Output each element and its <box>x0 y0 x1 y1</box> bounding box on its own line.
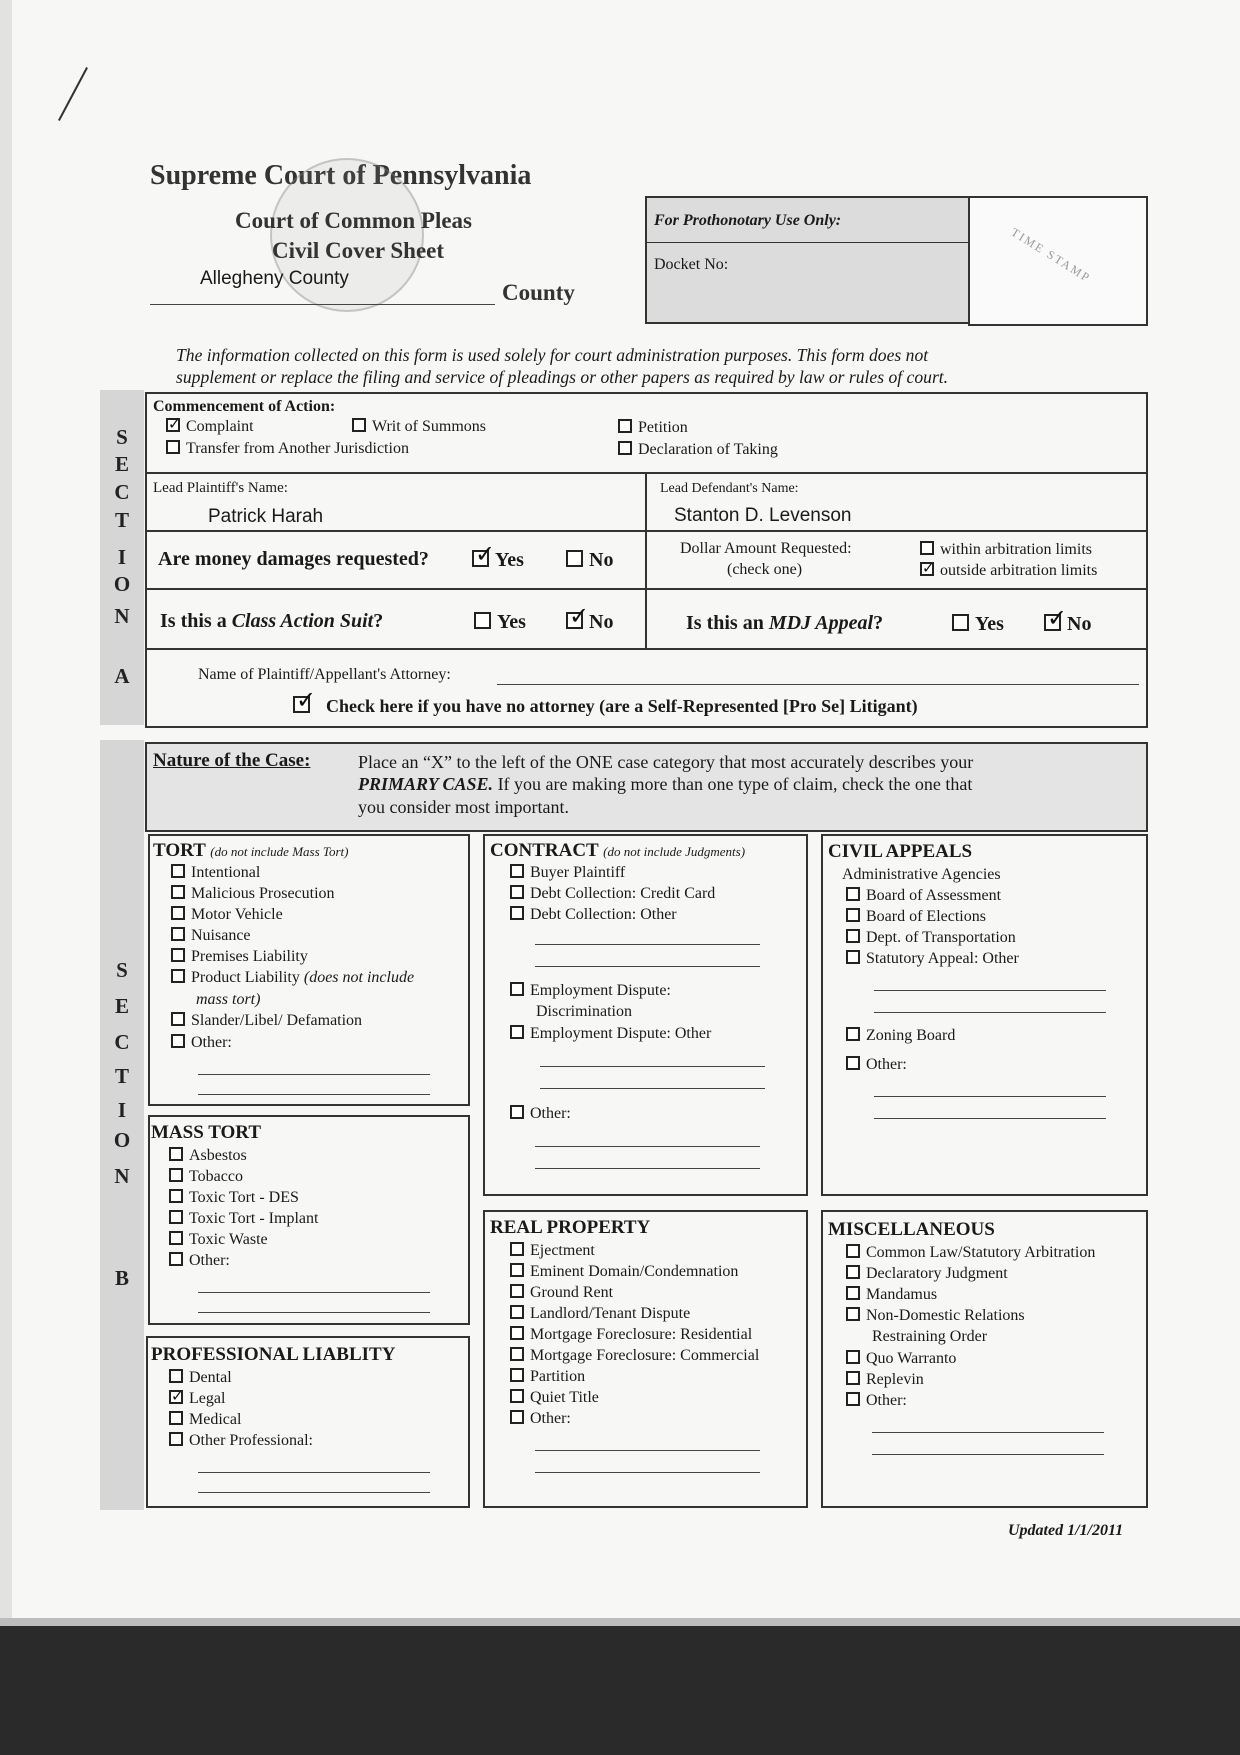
checkbox-icon[interactable] <box>566 612 583 629</box>
tort-intentional-option[interactable]: Intentional <box>171 864 260 882</box>
contract-employment-other-option[interactable]: Employment Dispute: Other <box>510 1025 711 1043</box>
checkbox-icon[interactable] <box>846 1307 860 1321</box>
within-arbitration-option[interactable]: within arbitration limits <box>920 541 1092 559</box>
mdj-no-option[interactable]: ✓ No <box>1044 613 1091 636</box>
civil-appeals-other-line[interactable] <box>874 1012 1106 1013</box>
checkbox-icon[interactable] <box>169 1252 183 1266</box>
civil-appeals-other-option[interactable]: Other: <box>846 1056 907 1074</box>
section-a-letter: C <box>114 480 130 504</box>
checkbox-icon[interactable] <box>846 1371 860 1385</box>
mass-tort-toxic-des-option[interactable]: Toxic Tort - DES <box>169 1189 299 1207</box>
contract-buyer-plaintiff-option[interactable]: Buyer Plaintiff <box>510 864 625 882</box>
civil-appeals-elections-option[interactable]: Board of Elections <box>846 908 986 926</box>
checkbox-icon[interactable] <box>952 614 969 631</box>
subtitle-common-pleas: Court of Common Pleas <box>235 208 472 233</box>
checkbox-icon[interactable] <box>169 1147 183 1161</box>
defendant-name-field[interactable]: Stanton D. Levenson <box>674 505 852 526</box>
misc-arbitration-option[interactable]: Common Law/Statutory Arbitration <box>846 1244 1095 1262</box>
contract-employment-discrimination-option[interactable]: Employment Dispute: <box>510 982 671 1000</box>
pen-mark <box>58 67 88 121</box>
tort-motor-vehicle-option[interactable]: Motor Vehicle <box>171 906 283 924</box>
plaintiff-label: Lead Plaintiff's Name: <box>153 480 288 496</box>
civil-appeals-other-line[interactable] <box>874 990 1106 991</box>
section-b-letter: I <box>117 1098 127 1122</box>
page-left-edge <box>0 0 12 1620</box>
checkbox-icon[interactable] <box>510 982 524 996</box>
real-property-eminent-domain-option[interactable]: Eminent Domain/Condemnation <box>510 1263 738 1281</box>
civil-appeals-subtitle: Administrative Agencies <box>842 866 1001 883</box>
real-property-ground-rent-option[interactable]: Ground Rent <box>510 1284 613 1302</box>
checkbox-icon[interactable] <box>171 927 185 941</box>
checkbox-icon[interactable] <box>618 441 632 455</box>
section-a-letter: I <box>117 545 127 569</box>
real-property-landlord-option[interactable]: Landlord/Tenant Dispute <box>510 1305 690 1323</box>
checkbox-icon[interactable] <box>171 948 185 962</box>
misc-non-domestic-option[interactable]: Non-Domestic Relations <box>846 1307 1025 1325</box>
dollar-amount-check-one: (check one) <box>727 561 803 578</box>
civil-appeals-transportation-option[interactable]: Dept. of Transportation <box>846 929 1016 947</box>
checkbox-icon[interactable] <box>169 1210 183 1224</box>
county-value: Allegheny County <box>200 268 349 289</box>
mdj-yes-option[interactable]: Yes <box>952 613 1004 636</box>
professional-medical-option[interactable]: Medical <box>169 1411 241 1429</box>
checkbox-icon[interactable] <box>510 1347 524 1361</box>
checkbox-icon[interactable] <box>510 1368 524 1382</box>
contract-title: CONTRACT (do not include Judgments) <box>490 840 746 861</box>
contract-other-line[interactable] <box>535 944 760 945</box>
checkbox-icon[interactable] <box>1044 614 1061 631</box>
updated-date: Updated 1/1/2011 <box>1008 1522 1124 1539</box>
professional-liability-title: PROFESSIONAL LIABLITY <box>151 1344 396 1365</box>
checkbox-icon[interactable] <box>472 550 489 567</box>
checkbox-icon[interactable] <box>166 418 180 432</box>
contract-debt-credit-option[interactable]: Debt Collection: Credit Card <box>510 885 715 903</box>
checkbox-icon[interactable] <box>510 1284 524 1298</box>
checkbox-icon[interactable] <box>846 929 860 943</box>
professional-other-line[interactable] <box>198 1472 430 1473</box>
nature-text-3: you consider most important. <box>358 797 569 817</box>
civil-appeals-other-line[interactable] <box>874 1118 1106 1119</box>
section-b-letter: E <box>114 994 129 1018</box>
time-stamp-text: TIME STAMP <box>1008 224 1094 286</box>
tort-title: TORT (do not include Mass Tort) <box>153 840 349 861</box>
notice-line-2: supplement or replace the filing and service of pleadings or other papers as required by law or rules of court. <box>176 367 949 387</box>
checkbox-icon[interactable] <box>171 1034 185 1048</box>
page-bottom-fold <box>0 1618 1240 1626</box>
complaint-option[interactable]: ✓Complaint <box>166 418 254 436</box>
class-action-question: Is this a Class Action Suit? <box>160 610 384 632</box>
transfer-option[interactable]: Transfer from Another Jurisdiction <box>166 440 409 458</box>
checkbox-icon[interactable] <box>171 885 185 899</box>
mass-tort-tobacco-option[interactable]: Tobacco <box>169 1168 243 1186</box>
section-a-letter: S <box>116 425 128 449</box>
professional-other-option[interactable]: Other Professional: <box>169 1432 313 1450</box>
misc-replevin-option[interactable]: Replevin <box>846 1371 924 1389</box>
checkbox-icon[interactable] <box>920 541 934 555</box>
petition-option[interactable]: Petition <box>618 419 688 437</box>
section-b-letter: S <box>116 958 128 982</box>
civil-appeals-title: CIVIL APPEALS <box>828 841 973 862</box>
checkbox-icon[interactable] <box>171 1012 185 1026</box>
prothonotary-divider <box>645 242 970 243</box>
prothonotary-label: For Prothonotary Use Only: <box>654 212 842 229</box>
checkbox-icon[interactable] <box>510 1242 524 1256</box>
plaintiff-name-field[interactable]: Patrick Harah <box>208 506 324 527</box>
defendant-label: Lead Defendant's Name: <box>660 481 799 496</box>
contract-other-option[interactable]: Other: <box>510 1105 571 1123</box>
contract-employment-discrimination-line2: Discrimination <box>536 1003 632 1020</box>
checkbox-icon[interactable] <box>171 969 185 983</box>
checkbox-icon[interactable] <box>169 1189 183 1203</box>
checkbox-icon[interactable] <box>171 864 185 878</box>
section-b-letter: T <box>114 1064 129 1088</box>
checkbox-icon[interactable] <box>510 906 524 920</box>
real-property-mortgage-commercial-option[interactable]: Mortgage Foreclosure: Commercial <box>510 1347 759 1365</box>
section-b-letter: B <box>114 1266 129 1290</box>
misc-declaratory-option[interactable]: Declaratory Judgment <box>846 1265 1008 1283</box>
miscellaneous-title: MISCELLANEOUS <box>828 1219 995 1240</box>
tort-slander-option[interactable]: Slander/Libel/ Defamation <box>171 1012 362 1030</box>
class-no-option[interactable]: ✓ No <box>566 611 613 634</box>
checkbox-icon[interactable] <box>846 1265 860 1279</box>
mass-tort-other-line[interactable] <box>198 1312 430 1313</box>
declaration-option[interactable]: Declaration of Taking <box>618 441 778 459</box>
checkbox-icon[interactable] <box>510 864 524 878</box>
tort-other-option[interactable]: Other: <box>171 1034 232 1052</box>
section-b-sidebar <box>100 740 144 1510</box>
checkbox-icon[interactable] <box>293 696 310 713</box>
misc-other-line[interactable] <box>872 1432 1104 1433</box>
real-property-mortgage-residential-option[interactable]: Mortgage Foreclosure: Residential <box>510 1326 752 1344</box>
checkbox-icon[interactable] <box>920 562 934 576</box>
checkbox-icon[interactable] <box>510 1105 524 1119</box>
money-damages-question: Are money damages requested? <box>158 548 429 570</box>
section-b-letter: N <box>114 1164 130 1188</box>
checkbox-icon[interactable] <box>169 1411 183 1425</box>
contract-debt-other-option[interactable]: Debt Collection: Other <box>510 906 677 924</box>
civil-appeals-zoning-option[interactable]: Zoning Board <box>846 1027 955 1045</box>
writ-of-summons-option[interactable]: Writ of Summons <box>352 418 486 436</box>
real-property-partition-option[interactable]: Partition <box>510 1368 585 1386</box>
checkbox-icon[interactable] <box>171 906 185 920</box>
checkbox-icon[interactable] <box>846 1244 860 1258</box>
civil-appeals-assessment-option[interactable]: Board of Assessment <box>846 887 1001 905</box>
tort-product-liability-option[interactable]: Product Liability (does not include <box>171 969 414 987</box>
contract-other-line[interactable] <box>535 966 760 967</box>
dollar-amount-label: Dollar Amount Requested: <box>680 540 852 557</box>
money-yes-option[interactable]: ✓ Yes <box>472 549 524 572</box>
checkbox-icon[interactable] <box>166 440 180 454</box>
divider-vertical <box>645 472 647 648</box>
nature-label: Nature of the Case: <box>153 750 311 771</box>
section-a-letter: N <box>114 604 130 628</box>
page-bottom-band <box>0 1622 1240 1755</box>
checkbox-icon[interactable] <box>510 1263 524 1277</box>
class-yes-option[interactable]: Yes <box>474 611 526 634</box>
real-property-quiet-title-option[interactable]: Quiet Title <box>510 1389 599 1407</box>
no-attorney-option[interactable]: ✓Check here if you have no attorney (are a Self-Represented [Pro Se] Litigant) <box>293 696 918 717</box>
contract-other-line[interactable] <box>535 1146 760 1147</box>
checkbox-icon[interactable] <box>846 1286 860 1300</box>
real-property-title: REAL PROPERTY <box>490 1217 651 1238</box>
divider <box>145 648 1148 650</box>
checkbox-icon[interactable] <box>169 1168 183 1182</box>
subtitle-civil-cover: Civil Cover Sheet <box>272 238 445 263</box>
checkbox-icon[interactable] <box>510 1326 524 1340</box>
money-no-option[interactable]: No <box>566 549 613 572</box>
checkbox-icon[interactable] <box>846 908 860 922</box>
tort-other-line[interactable] <box>198 1074 430 1075</box>
checkbox-icon[interactable] <box>510 1025 524 1039</box>
professional-legal-option[interactable]: ✓Legal <box>169 1390 225 1408</box>
checkbox-icon[interactable] <box>474 612 491 629</box>
checkbox-icon[interactable] <box>618 419 632 433</box>
checkbox-icon[interactable] <box>846 887 860 901</box>
misc-mandamus-option[interactable]: Mandamus <box>846 1286 937 1304</box>
section-a-letter: A <box>114 664 130 688</box>
tort-premises-liability-option[interactable]: Premises Liability <box>171 948 308 966</box>
contract-other-line[interactable] <box>540 1088 765 1089</box>
misc-restraining-order: Restraining Order <box>872 1328 988 1345</box>
checkbox-icon[interactable] <box>169 1369 183 1383</box>
civil-appeals-statutory-option[interactable]: Statutory Appeal: Other <box>846 950 1019 968</box>
tort-malicious-prosecution-option[interactable]: Malicious Prosecution <box>171 885 335 903</box>
mass-tort-title: MASS TORT <box>151 1122 262 1143</box>
outside-arbitration-option[interactable]: ✓outside arbitration limits <box>920 562 1097 580</box>
checkbox-icon[interactable] <box>510 885 524 899</box>
checkbox-icon[interactable] <box>169 1390 183 1404</box>
civil-appeals-other-line[interactable] <box>874 1096 1106 1097</box>
checkbox-icon[interactable] <box>510 1305 524 1319</box>
tort-product-note: mass tort) <box>196 991 261 1008</box>
professional-other-line[interactable] <box>198 1492 430 1493</box>
attorney-label: Name of Plaintiff/Appellant's Attorney: <box>198 666 451 683</box>
checkbox-icon[interactable] <box>169 1231 183 1245</box>
professional-dental-option[interactable]: Dental <box>169 1369 232 1387</box>
mdj-appeal-question: Is this an MDJ Appeal? <box>686 612 884 634</box>
county-underline <box>150 304 495 305</box>
mass-tort-toxic-implant-option[interactable]: Toxic Tort - Implant <box>169 1210 318 1228</box>
checkbox-icon[interactable] <box>846 950 860 964</box>
attorney-name-field[interactable] <box>497 684 1139 685</box>
checkbox-icon[interactable] <box>846 1056 860 1070</box>
misc-other-line[interactable] <box>872 1454 1104 1455</box>
section-b-letter: O <box>113 1128 131 1152</box>
real-property-ejectment-option[interactable]: Ejectment <box>510 1242 595 1260</box>
section-a-letter: E <box>114 452 129 476</box>
checkbox-icon[interactable] <box>846 1027 860 1041</box>
real-property-other-option[interactable]: Other: <box>510 1410 571 1428</box>
contract-other-line[interactable] <box>540 1066 765 1067</box>
mass-tort-other-line[interactable] <box>198 1292 430 1293</box>
checkbox-icon[interactable] <box>846 1350 860 1364</box>
tort-nuisance-option[interactable]: Nuisance <box>171 927 251 945</box>
checkbox-icon[interactable] <box>510 1410 524 1424</box>
mass-tort-asbestos-option[interactable]: Asbestos <box>169 1147 247 1165</box>
commencement-label: Commencement of Action: <box>153 398 336 415</box>
misc-quo-warranto-option[interactable]: Quo Warranto <box>846 1350 956 1368</box>
checkbox-icon[interactable] <box>169 1432 183 1446</box>
mass-tort-toxic-waste-option[interactable]: Toxic Waste <box>169 1231 268 1249</box>
nature-text-1: Place an “X” to the left of the ONE case category that most accurately describes your <box>358 752 974 772</box>
section-b-letter: C <box>114 1030 130 1054</box>
checkbox-icon[interactable] <box>510 1389 524 1403</box>
checkbox-icon[interactable] <box>566 550 583 567</box>
real-property-other-line[interactable] <box>535 1450 760 1451</box>
contract-other-line[interactable] <box>535 1168 760 1169</box>
checkbox-icon[interactable] <box>846 1392 860 1406</box>
docket-label[interactable]: Docket No: <box>654 256 729 273</box>
county-label: County <box>502 280 575 305</box>
tort-other-line[interactable] <box>198 1094 430 1095</box>
section-a-letter: O <box>113 572 131 596</box>
court-title: Supreme Court of Pennsylvania <box>150 160 532 191</box>
section-a-letter: T <box>114 508 129 532</box>
real-property-other-line[interactable] <box>535 1472 760 1473</box>
nature-text-2: PRIMARY CASE. If you are making more than one type of claim, check the one that <box>358 774 973 794</box>
mass-tort-other-option[interactable]: Other: <box>169 1252 230 1270</box>
checkbox-icon[interactable] <box>352 418 366 432</box>
misc-other-option[interactable]: Other: <box>846 1392 907 1410</box>
notice-line-1: The information collected on this form is used solely for court administration purposes. This form does not <box>176 345 929 365</box>
